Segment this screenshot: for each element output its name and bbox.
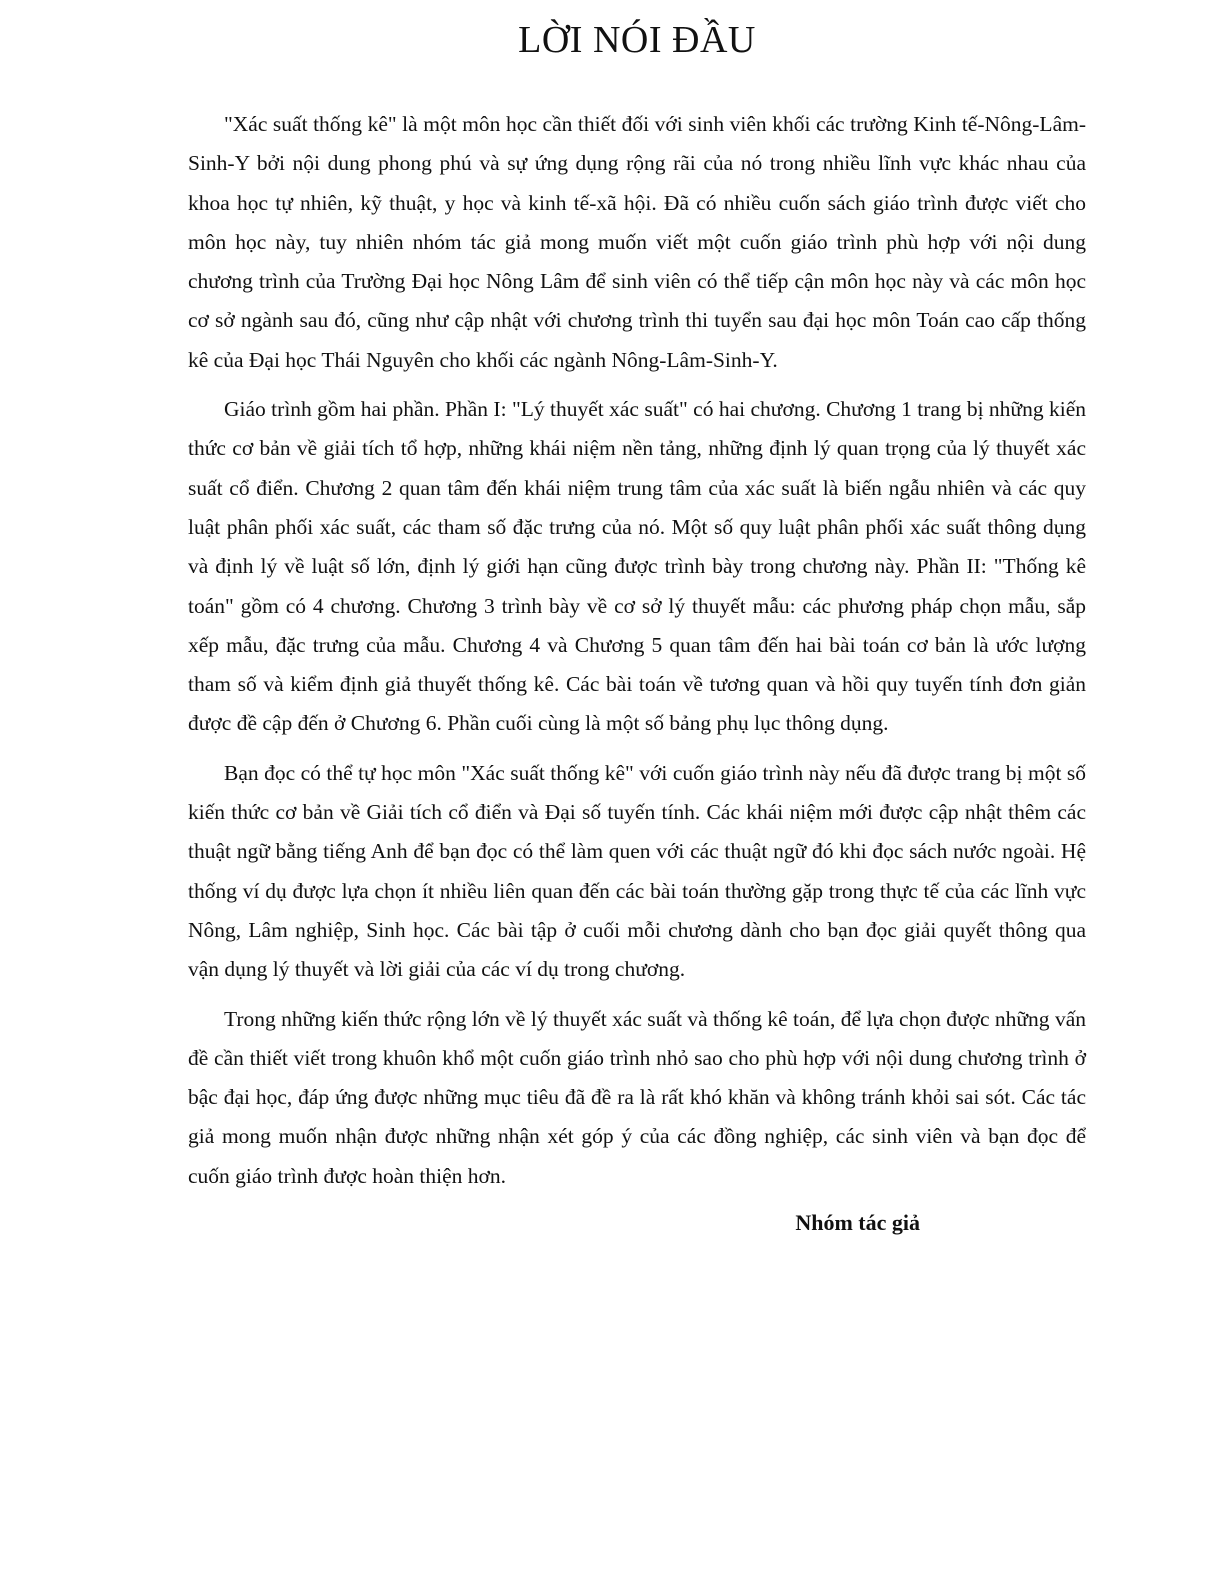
paragraph-intro: "Xác suất thống kê" là một môn học cần thiết đối với sinh viên khối các trường Kinh tế-Nông-Lâm-Sinh-Y bởi nội dung phong phú và sự ứng dụng rộng rãi của nó trong nhiều lĩnh vực khác nhau của khoa học tự nhiên, kỹ thuật, y học và kinh tế-xã hội. Đã có nhiều cuốn sách giáo trình được viết cho môn học này, tuy nhiên nhóm tác giả mong muốn viết một cuốn giáo trình phù hợp với nội dung chương trình của Trường Đại học Nông Lâm để sinh viên có thể tiếp cận môn học này và các môn học cơ sở ngành sau đó, cũng như cập nhật với chương trình thi tuyển sau đại học môn Toán cao cấp thống kê của Đại học Thái Nguyên cho khối các ngành Nông-Lâm-Sinh-Y.: [188, 112, 1086, 372]
paragraph-structure: Giáo trình gồm hai phần. Phần I: "Lý thuyết xác suất" có hai chương. Chương 1 trang bị những kiến thức cơ bản về giải tích tổ hợp, những khái niệm nền tảng, những định lý quan trọng của lý thuyết xác suất cổ điển. Chương 2 quan tâm đến khái niệm trung tâm của xác suất là biến ngẫu nhiên và các quy luật phân phối xác suất, các tham số đặc trưng của nó. Một số quy luật phân phối xác suất thông dụng và định lý về luật số lớn, định lý giới hạn cũng được trình bày trong chương này. Phần II: "Thống kê toán" gồm có 4 chương. Chương 3 trình bày về cơ sở lý thuyết mẫu: các phương pháp chọn mẫu, sắp xếp mẫu, đặc trưng của mẫu. Chương 4 và Chương 5 quan tâm đến hai bài toán cơ bản là ước lượng tham số và kiểm định giả thuyết thống kê. Các bài toán về tương quan và hồi quy tuyến tính đơn giản được đề cập đến ở Chương 6. Phần cuối cùng là một số bảng phụ lục thông dụng.: [188, 397, 1086, 736]
paragraph-readers: Bạn đọc có thể tự học môn "Xác suất thống kê" với cuốn giáo trình này nếu đã được trang bị một số kiến thức cơ bản về Giải tích cổ điển và Đại số tuyến tính. Các khái niệm mới được cập nhật thêm các thuật ngữ bằng tiếng Anh để bạn đọc có thể làm quen với các thuật ngữ đó khi đọc sách nước ngoài. Hệ thống ví dụ được lựa chọn ít nhiều liên quan đến các bài toán thường gặp trong thực tế của các lĩnh vực Nông, Lâm nghiệp, Sinh học. Các bài tập ở cuối mỗi chương dành cho bạn đọc giải quyết thông qua vận dụng lý thuyết và lời giải của các ví dụ trong chương.: [188, 760, 1086, 982]
document-body: [188, 105, 1086, 1196]
page-title: LỜI NÓI ĐẦU: [518, 19, 756, 61]
paragraph-closing: Trong những kiến thức rộng lớn về lý thuyết xác suất và thống kê toán, để lựa chọn được những vấn đề cần thiết viết trong khuôn khổ một cuốn giáo trình nhỏ sao cho phù hợp với nội dung chương trình ở bậc đại học, đáp ứng được những mục tiêu đã đề ra là rất khó khăn và không tránh khỏi sai sót. Các tác giả mong muốn nhận được những nhận xét góp ý của các đồng nghiệp, các sinh viên và bạn đọc để cuốn giáo trình được hoàn thiện hơn.: [188, 1006, 1086, 1188]
author-signature: Nhóm tác giả: [795, 1210, 920, 1236]
document-page: [188, 0, 1086, 1585]
